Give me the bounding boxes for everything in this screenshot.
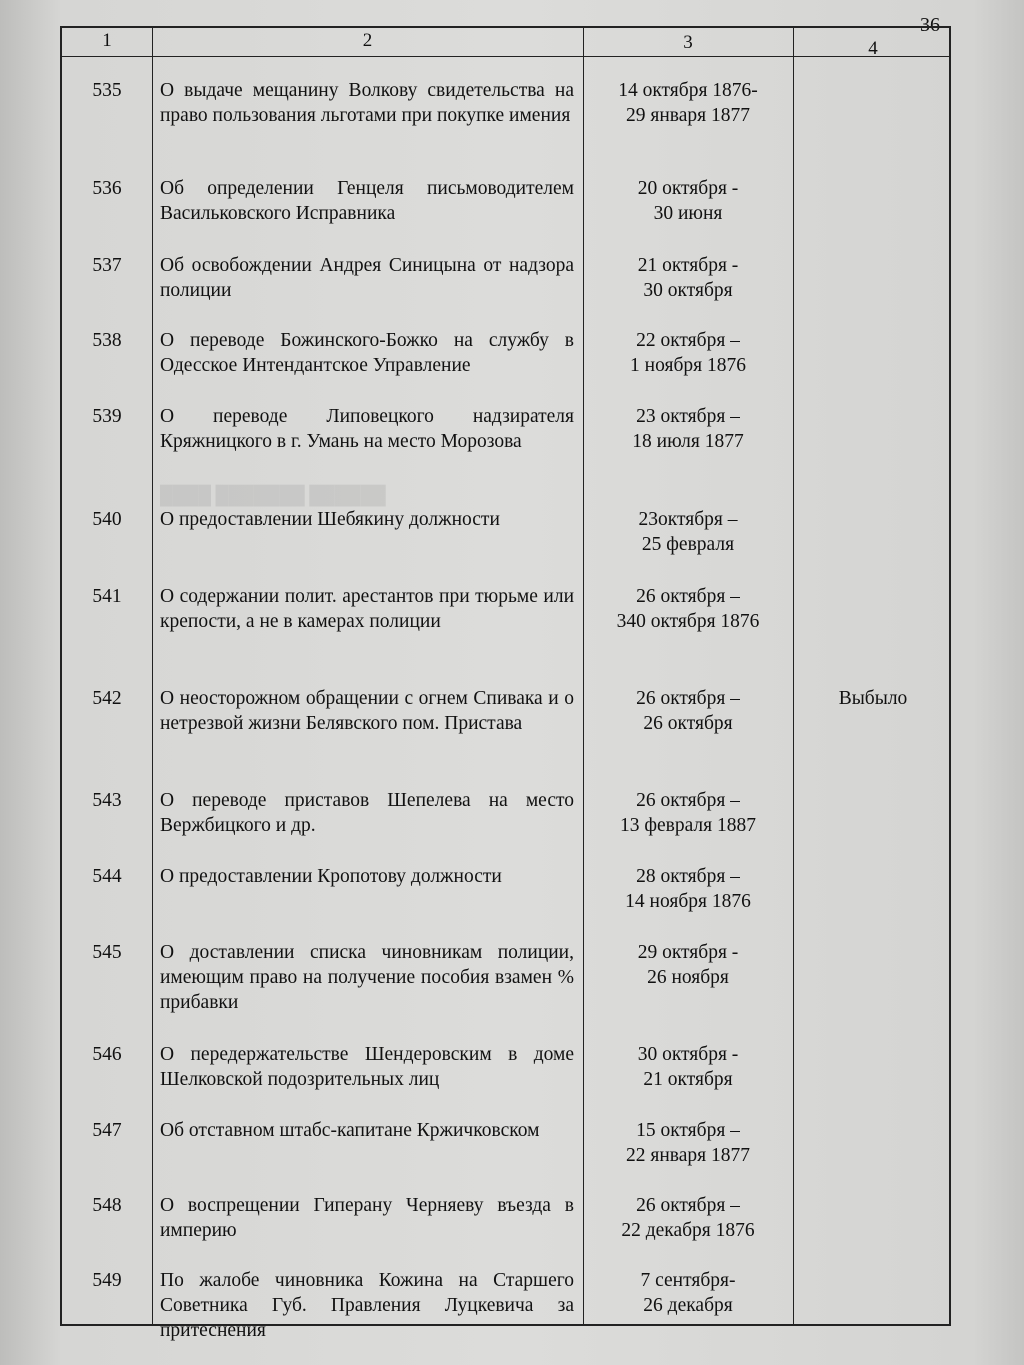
start-date: 30 октября -	[637, 1044, 739, 1065]
case-number: 542	[92, 688, 122, 709]
case-title: О содержании полит. арестантов при тюрьме или крепости, а не в камерах полиции	[160, 586, 574, 632]
case-number: 540	[92, 509, 122, 530]
case-number: 536	[92, 178, 122, 199]
case-title: О предоставлении Кропотову должности	[160, 866, 502, 887]
start-date: 22 октября –	[636, 330, 740, 351]
case-number: 541	[92, 586, 122, 607]
start-date: 26 октября –	[636, 790, 740, 811]
case-dates	[583, 78, 793, 128]
case-dates	[583, 1042, 793, 1092]
case-dates	[583, 1268, 793, 1318]
case-dates	[583, 328, 793, 378]
end-date: 26 октября	[643, 713, 733, 734]
case-number: 538	[92, 330, 122, 351]
end-date: 21 октября	[643, 1069, 733, 1090]
case-title: По жалобе чиновника Кожина на Старшего Советника Губ. Правления Луцкевича за притеснения	[160, 1270, 574, 1341]
case-dates	[583, 940, 793, 990]
case-number: 537	[92, 255, 122, 276]
start-date: 26 октября –	[636, 586, 740, 607]
case-dates	[583, 584, 793, 634]
case-dates	[583, 1193, 793, 1243]
page-number: 36	[920, 14, 940, 36]
end-date: 22 декабря 1876	[621, 1220, 755, 1241]
case-number: 548	[92, 1195, 122, 1216]
start-date: 26 октября –	[636, 688, 740, 709]
case-title: О выдаче мещанину Волкову свидетельства на право пользования льготами при покупке имения	[160, 80, 574, 126]
case-dates	[583, 253, 793, 303]
end-date: 18 июля 1877	[632, 431, 744, 452]
case-title: Об отставном штабс-капитане Кржичковском	[160, 1120, 540, 1141]
case-number: 549	[92, 1270, 122, 1291]
case-dates	[583, 176, 793, 226]
case-number: 543	[92, 790, 122, 811]
case-title: О переводе Божинского-Божко на службу в Одесское Интендантское Управление	[160, 330, 574, 376]
end-date: 29 января 1877	[626, 105, 750, 126]
start-date: 28 октября –	[636, 866, 740, 887]
case-number: 535	[92, 80, 122, 101]
column-header-title: 2	[362, 30, 373, 51]
case-number: 539	[92, 406, 122, 427]
case-number: 546	[92, 1044, 122, 1065]
end-date: 14 ноября 1876	[625, 891, 751, 912]
start-date: 7 сентября-	[640, 1270, 736, 1291]
end-date: 26 декабря	[643, 1295, 733, 1316]
case-title: О воспрещении Гиперану Черняеву въезда в империю	[160, 1195, 574, 1241]
end-date: 1 ноября 1876	[630, 355, 746, 376]
start-date: 20 октября -	[637, 178, 739, 199]
case-title: Об определении Генцеля письмоводителем Васильковского Исправника	[160, 178, 574, 224]
column-header-note: 4	[868, 38, 878, 59]
end-date: 340 октября 1876	[616, 611, 760, 632]
case-title: О переводе приставов Шепелева на место Вержбицкого и др.	[160, 790, 574, 836]
end-date: 30 июня	[653, 203, 723, 224]
start-date: 29 октября -	[637, 942, 739, 963]
end-date: 22 января 1877	[626, 1145, 750, 1166]
end-date: 30 октября	[643, 280, 733, 301]
table-header	[62, 28, 949, 57]
bleed-through-texture: ████ ███████ ██████	[160, 485, 386, 505]
case-title: О передержательстве Шендеровским в доме Шелковской подозрительных лиц	[160, 1044, 574, 1090]
case-dates	[583, 788, 793, 838]
case-title: Об освобождении Андрея Синицына от надзора полиции	[160, 255, 574, 301]
case-number: 545	[92, 942, 122, 963]
case-dates	[583, 404, 793, 454]
case-note: Выбыло	[838, 688, 908, 709]
case-dates	[583, 864, 793, 914]
case-dates	[583, 686, 793, 736]
register-table	[60, 26, 951, 1341]
column-header-number: 1	[102, 30, 112, 51]
start-date: 15 октября –	[636, 1120, 740, 1141]
case-number: 547	[92, 1120, 122, 1141]
case-number: 544	[92, 866, 122, 887]
start-date: 21 октября -	[637, 255, 739, 276]
start-date: 23октября –	[638, 509, 738, 530]
case-dates	[583, 507, 793, 557]
case-title: О предоставлении Шебякину должности	[160, 509, 500, 530]
table-body	[62, 56, 949, 1341]
case-title: О неосторожном обращении с огнем Спивака и о нетрезвой жизни Белявского пом. Пристава	[160, 688, 574, 734]
case-dates	[583, 1118, 793, 1168]
end-date: 26 ноября	[647, 967, 729, 988]
start-date: 26 октября –	[636, 1195, 740, 1216]
start-date: 14 октября 1876-	[618, 80, 758, 101]
case-title: О переводе Липовецкого надзирателя Кряжницкого в г. Умань на место Морозова	[160, 406, 574, 452]
case-title: О доставлении списка чиновникам полиции, имеющим право на получение пособия взамен % прибавки	[160, 942, 574, 1013]
end-date: 13 февраля 1887	[619, 815, 757, 836]
column-header-dates: 3	[683, 32, 693, 53]
start-date: 23 октября –	[636, 406, 740, 427]
end-date: 25 февраля	[641, 534, 735, 555]
